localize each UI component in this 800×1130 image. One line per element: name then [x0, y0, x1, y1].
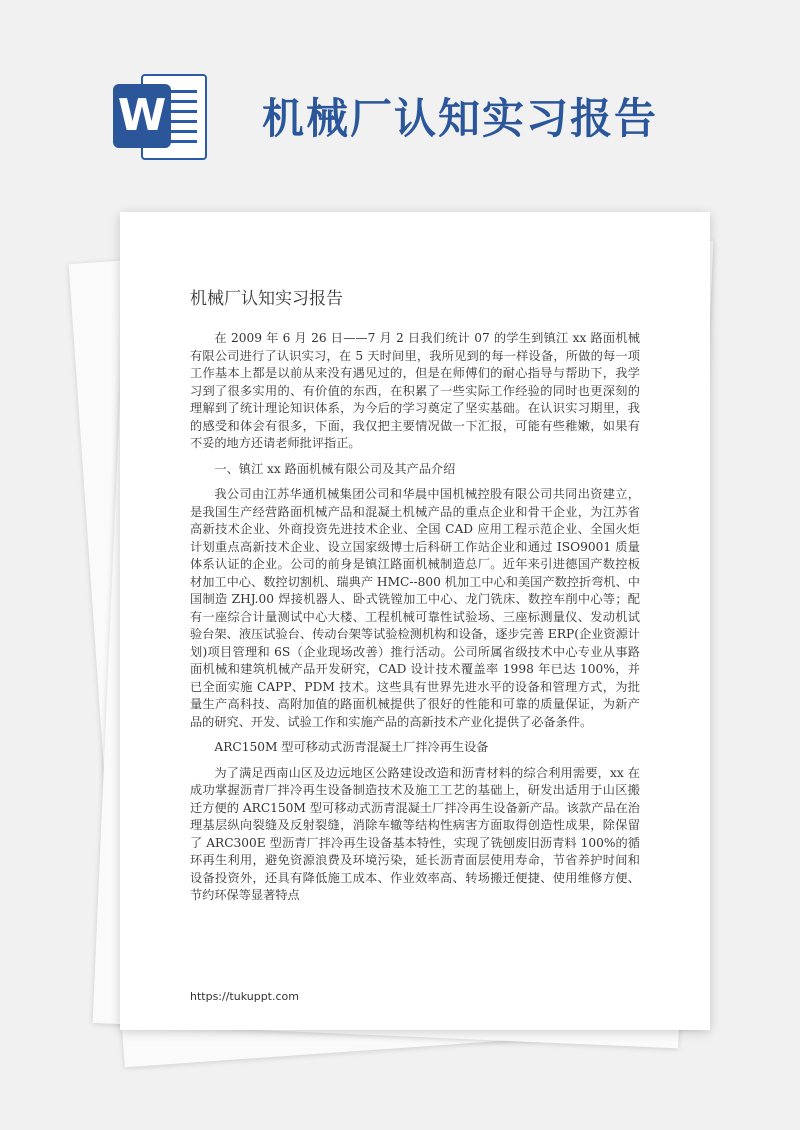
document-body	[190, 330, 640, 905]
document-title: 机械厂认知实习报告	[190, 289, 343, 309]
paragraph-company: 我公司由江苏华通机械集团公司和华晨中国机械控股有限公司共同出资建立，是我国生产经营路面机械产品和混凝土机械产品的重点企业和骨干企业，为江苏省高新技术企业、外商投资先进技术企业、全国 CAD 应用工程示范企业、全国火炬计划重点高新技术企业、设立国家级博士后科研工作站企业和通过 ISO9001 质量体系认证的企业。公司的前身是镇江路面机械制造总厂。近年来引进德国产数控板材加工中心、数控切割机、瑞典产 HMC--800 机加工中心和美国产数控折弯机、中国制造 ZHJ.00 焊接机器人、卧式铣镗加工中心、龙门铣床、数控车削中心等；配有一座综合计量测试中心大楼、工程机械可靠性试验场、三座标测量仪、发动机试验台架、液压试验台、传动台架等试验检测机构和设备，逐步完善 ERP(企业资源计划)项目管理和 6S（企业现场改善）推行活动。公司所属省级技术中心专业从事路面机械和建筑机械产品开发研究，CAD 设计技术覆盖率 1998 年已达 100%，并已全面实施 CAPP、PDM 技术。这些具有世界先进水平的设备和管理方式，为批量生产高科技、高附加值的路面机械提供了很好的性能和可靠的质量保证，为新产品的研究、开发、试验工作和实施产品的高新技术产业化提供了必备条件。	[190, 487, 640, 729]
document-page	[120, 212, 710, 1030]
word-document-icon	[113, 70, 213, 166]
section-heading-product: ARC150M 型可移动式沥青混凝土厂拌冷再生设备	[214, 740, 489, 754]
paragraph-intro: 在 2009 年 6 月 26 日——7 月 2 日我们统计 07 的学生到镇江 xx 路面机械有限公司进行了认识实习，在 5 天时间里，我所见到的每一样设备，所做的每一项工作基本上都是以前从来没有遇见过的，但是在师傅们的耐心指导与帮助下，我学习到了很多实用的、有价值的东西，在积累了一些实际工作经验的同时也更深刻的理解到了统计理论知识体系，为今后的学习奠定了坚实基础。在认识实习期里，我的感受和体会有很多，下面，我仅把主要情况做一下汇报，可能有些稚嫩，如果有不妥的地方还请老师批评指正。	[190, 331, 640, 450]
page-header	[0, 0, 800, 200]
footer-url: https://tukuppt.com	[190, 990, 299, 1003]
word-badge: W	[113, 84, 171, 148]
section-heading-company: 一、镇江 xx 路面机械有限公司及其产品介绍	[214, 461, 456, 476]
page-title: 机械厂认知实习报告	[262, 94, 659, 143]
paragraph-product: 为了满足西南山区及边远地区公路建设改造和沥青材料的综合利用需要，xx 在成功掌握沥青厂拌冷再生设备制造技术及施工工艺的基础上，研发出适用于山区搬迁方便的 ARC150M 型可移动式沥青混凝土厂拌冷再生设备新产品。该款产品在治理基层纵向裂缝及反射裂缝，消除车辙等结构性病害方面取得创造性成果，除保留了 ARC300E 型沥青厂拌冷再生设备基本特性，实现了铣刨废旧沥青料 100%的循环再生利用，避免资源浪费及环境污染，延长沥青面层使用寿命，节省养护时间和设备投资外，还具有降低施工成本、作业效率高、转场搬迁便捷、使用维修方便、节约环保等显著特点	[190, 765, 640, 902]
